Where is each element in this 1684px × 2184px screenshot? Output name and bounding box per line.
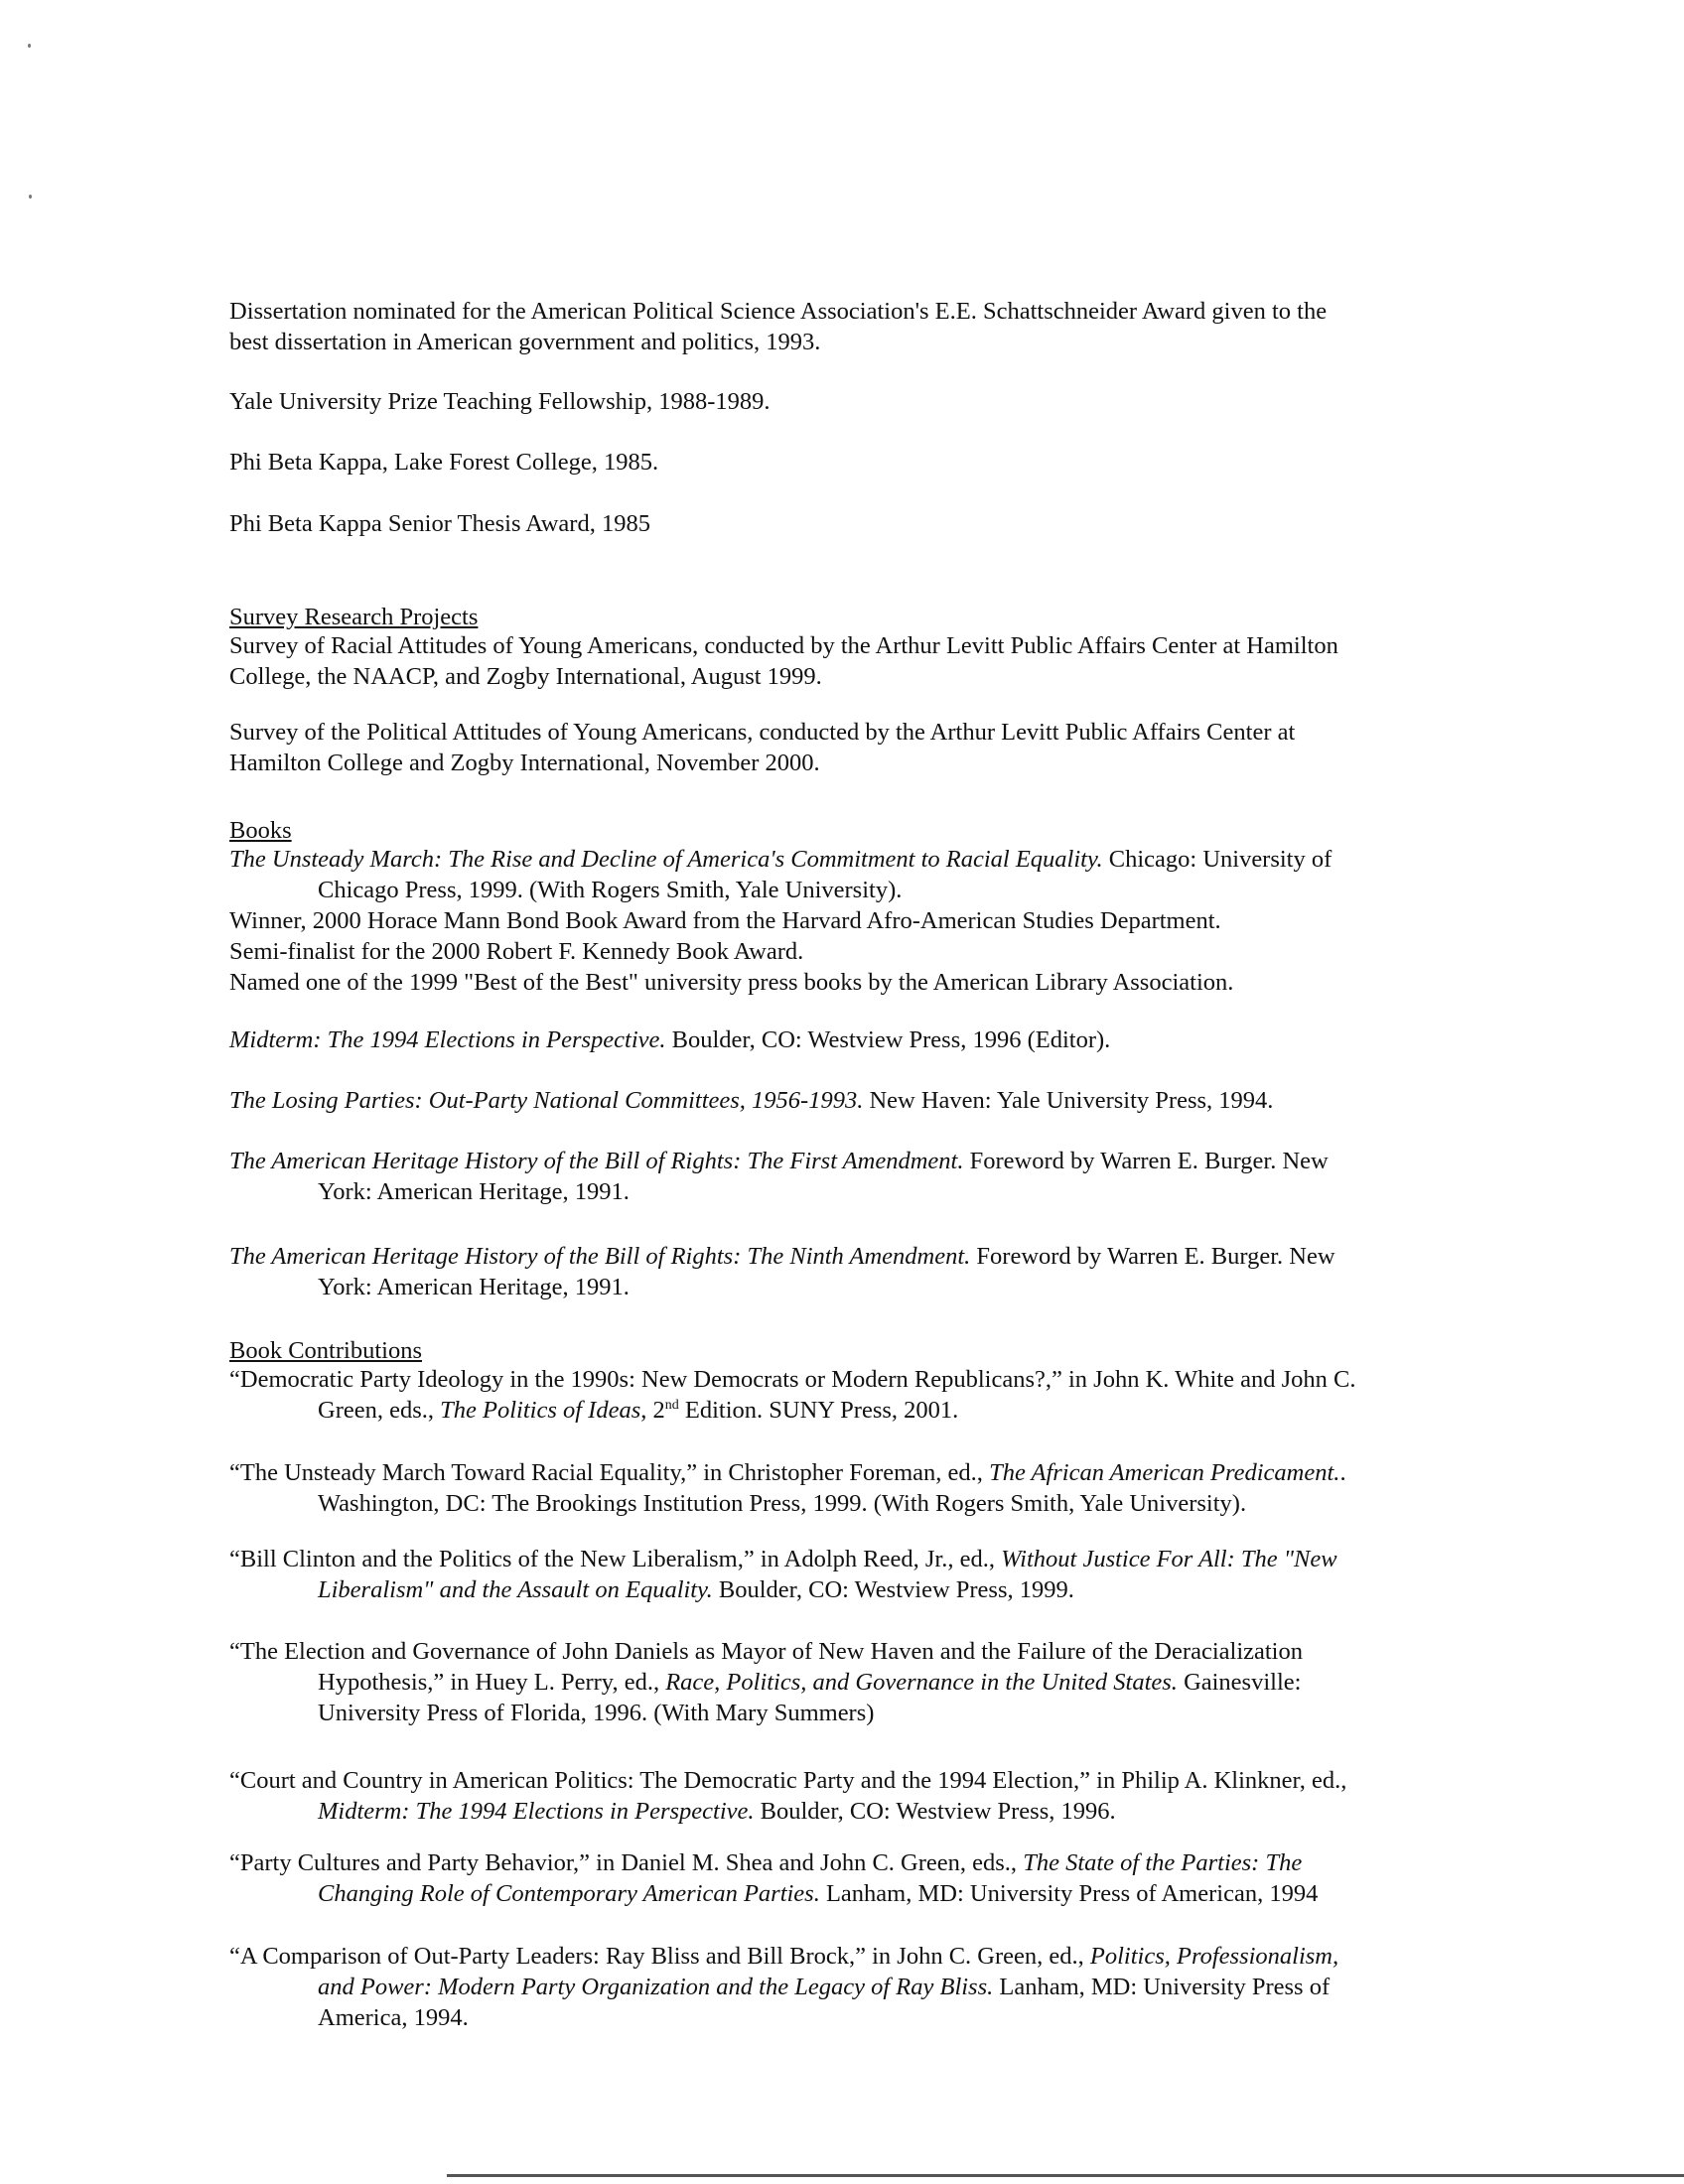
italic-title: The American Heritage History of the Bill of Rights: The Ninth Amendment. [229, 1243, 971, 1270]
text-line [229, 1241, 1520, 1272]
entry [229, 447, 1520, 478]
text-segment: Hypothesis,” in Huey L. Perry, ed., [318, 1669, 666, 1696]
text-line [229, 905, 1520, 936]
text-line [229, 327, 1520, 357]
text-line [229, 1488, 1520, 1519]
entry [229, 1146, 1520, 1207]
text-line [229, 717, 1520, 748]
italic-title: Midterm: The 1994 Elections in Perspective. [318, 1798, 755, 1825]
entry [229, 1024, 1520, 1055]
text-line [229, 1085, 1520, 1116]
entry [229, 296, 1520, 357]
text-line [229, 1176, 1520, 1207]
text-line [229, 1574, 1520, 1605]
text-line [229, 748, 1520, 778]
text-segment: “The Election and Governance of John Daniels as Mayor of New Haven and the Failure of the Deracialization [229, 1638, 1303, 1665]
text-segment: Yale University Prize Teaching Fellowship, 1988-1989. [229, 388, 771, 415]
italic-title: The State of the Parties: The [1023, 1849, 1303, 1876]
text-segment: , 2 [640, 1397, 665, 1424]
text-line [229, 1847, 1520, 1878]
text-segment: Lanham, MD: University Press of [993, 1974, 1331, 2000]
entry [229, 630, 1520, 692]
text-line [229, 1146, 1520, 1176]
text-segment: College, the NAACP, and Zogby International, August 1999. [229, 663, 822, 690]
text-segment: “The Unsteady March Toward Racial Equality,” in Christopher Foreman, ed., [229, 1459, 990, 1486]
text-segment: Chicago: University of [1102, 846, 1333, 873]
text-segment: “Party Cultures and Party Behavior,” in Daniel M. Shea and John C. Green, eds., [229, 1849, 1024, 1876]
text-line [229, 967, 1520, 998]
section-heading: Survey Research Projects [229, 604, 479, 630]
text-line [229, 1796, 1520, 1827]
entry [229, 1941, 1520, 2033]
text-segment: Green, eds., [318, 1397, 441, 1424]
scan-speck [28, 44, 31, 48]
text-segment: Semi-finalist for the 2000 Robert F. Kennedy Book Award. [229, 938, 804, 965]
italic-title: The African American Predicament. [989, 1459, 1340, 1486]
text-segment: University Press of Florida, 1996. (With Mary Summers) [318, 1700, 875, 1726]
scan-edge-line [447, 2174, 1684, 2177]
text-segment: “Bill Clinton and the Politics of the New Liberalism,” in Adolph Reed, Jr., ed., [229, 1546, 1002, 1572]
entry [229, 1765, 1520, 1827]
entry [229, 1544, 1520, 1605]
text-line [229, 1667, 1520, 1698]
text-segment: best dissertation in American government and politics, 1993. [229, 329, 821, 355]
text-line [229, 844, 1520, 875]
text-segment: Washington, DC: The Brookings Institution Press, 1999. (With Rogers Smith, Yale University). [318, 1490, 1247, 1517]
text-segment: Foreword by Warren E. Burger. New [970, 1243, 1335, 1270]
text-line [229, 1544, 1520, 1574]
italic-title: The Unsteady March: The Rise and Decline of America's Commitment to Racial Equality. [229, 846, 1103, 873]
text-segment: “Democratic Party Ideology in the 1990s: New Democrats or Modern Republicans?,” in John K. White and John C. [229, 1366, 1356, 1393]
italic-title: Politics, Professionalism, [1089, 1943, 1339, 1970]
text-line [229, 1878, 1520, 1909]
section-heading: Book Contributions [229, 1337, 422, 1364]
text-segment: Hamilton College and Zogby International, November 2000. [229, 750, 820, 776]
text-line [229, 630, 1520, 661]
entry [229, 844, 1520, 998]
text-line [229, 447, 1520, 478]
text-line [229, 386, 1520, 417]
text-segment: Survey of the Political Attitudes of Young Americans, conducted by the Arthur Levitt Public Affairs Center at [229, 719, 1296, 746]
entry [229, 1241, 1520, 1302]
text-segment: Phi Beta Kappa Senior Thesis Award, 1985 [229, 510, 650, 537]
text-line [229, 1941, 1520, 1972]
text-segment: York: American Heritage, 1991. [318, 1178, 630, 1205]
text-line [229, 1024, 1520, 1055]
text-segment: . [1339, 1459, 1346, 1486]
text-segment: Boulder, CO: Westview Press, 1999. [712, 1576, 1074, 1603]
italic-title: and Power: Modern Party Organization and the Legacy of Ray Bliss. [318, 1974, 994, 2000]
text-line [229, 1765, 1520, 1796]
text-segment: “A Comparison of Out-Party Leaders: Ray Bliss and Bill Brock,” in John C. Green, ed., [229, 1943, 1090, 1970]
text-segment: Phi Beta Kappa, Lake Forest College, 1985. [229, 449, 659, 476]
text-segment: New Haven: Yale University Press, 1994. [863, 1087, 1274, 1114]
text-line [229, 1636, 1520, 1667]
text-line [229, 661, 1520, 692]
text-line [229, 296, 1520, 327]
text-segment: America, 1994. [318, 2004, 469, 2031]
text-segment: Winner, 2000 Horace Mann Bond Book Award from the Harvard Afro-American Studies Department. [229, 907, 1221, 934]
scan-speck [29, 195, 32, 199]
text-segment: “Court and Country in American Politics: The Democratic Party and the 1994 Election,” in Philip A. Klinkner, ed., [229, 1767, 1347, 1794]
italic-title: The American Heritage History of the Bill of Rights: The First Amendment. [229, 1148, 964, 1174]
text-segment: nd [664, 1398, 679, 1413]
text-line [229, 508, 1520, 539]
text-segment: Lanham, MD: University Press of American, 1994 [819, 1880, 1319, 1907]
text-line [229, 1972, 1520, 2002]
text-segment: Boulder, CO: Westview Press, 1996. [754, 1798, 1116, 1825]
text-line [229, 1457, 1520, 1488]
text-line [229, 1272, 1520, 1302]
text-segment: Foreword by Warren E. Burger. New [963, 1148, 1329, 1174]
italic-title: The Politics of Ideas [440, 1397, 641, 1424]
entry [229, 1847, 1520, 1909]
italic-title: Liberalism" and the Assault on Equality. [318, 1576, 713, 1603]
entry [229, 717, 1520, 778]
entry [229, 1457, 1520, 1519]
italic-title: Race, Politics, and Governance in the United States. [665, 1669, 1178, 1696]
italic-title: The Losing Parties: Out-Party National Committees, 1956-1993. [229, 1087, 864, 1114]
entry [229, 1085, 1520, 1116]
text-segment: York: American Heritage, 1991. [318, 1274, 630, 1300]
italic-title: Without Justice For All: The "New [1001, 1546, 1337, 1572]
text-segment: Chicago Press, 1999. (With Rogers Smith, Yale University). [318, 877, 903, 903]
text-segment: Survey of Racial Attitudes of Young Americans, conducted by the Arthur Levitt Public Affairs Center at Hamilton [229, 632, 1338, 659]
text-line [229, 1698, 1520, 1728]
text-segment: Gainesville: [1177, 1669, 1302, 1696]
section-heading: Books [229, 817, 292, 844]
entry [229, 386, 1520, 417]
italic-title: Midterm: The 1994 Elections in Perspective. [229, 1026, 666, 1053]
text-line [229, 875, 1520, 905]
entry [229, 1636, 1520, 1728]
text-line [229, 936, 1520, 967]
text-segment: Named one of the 1999 "Best of the Best" university press books by the American Library Association. [229, 969, 1234, 996]
text-segment: Dissertation nominated for the American Political Science Association's E.E. Schattschneider Award given to the [229, 298, 1328, 325]
text-line [229, 1395, 1520, 1426]
entry [229, 508, 1520, 539]
text-line [229, 1364, 1520, 1395]
text-segment: Edition. SUNY Press, 2001. [678, 1397, 959, 1424]
italic-title: Changing Role of Contemporary American Parties. [318, 1880, 820, 1907]
text-line [229, 2002, 1520, 2033]
entry [229, 1364, 1520, 1426]
text-segment: Boulder, CO: Westview Press, 1996 (Editor). [665, 1026, 1111, 1053]
